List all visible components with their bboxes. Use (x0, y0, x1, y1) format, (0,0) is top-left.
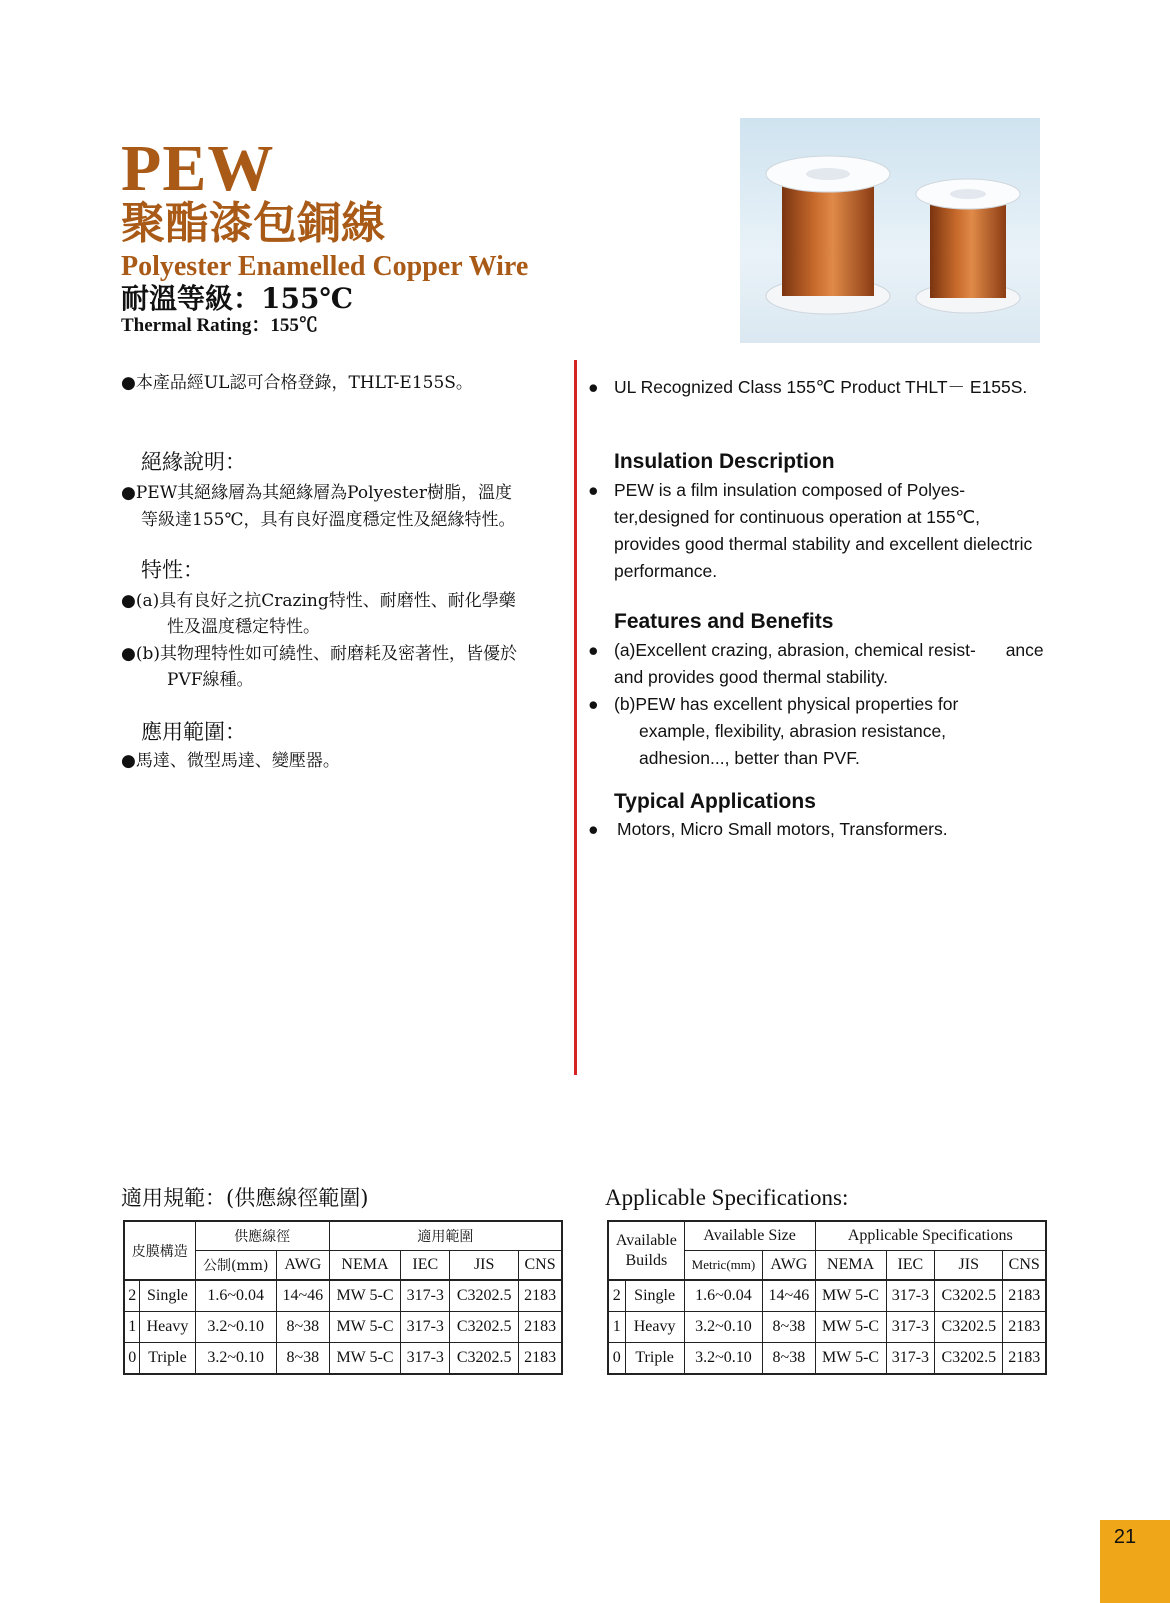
wire-spools-image (740, 118, 1040, 343)
table-row: 1 Heavy 3.2~0.10 8~38 MW 5-C 317-3 C3202.5 2183 (608, 1312, 1046, 1343)
en-feature-a: (a)Excellent crazing, abrasion, chemical resist- ance and provides good thermal stability. (614, 640, 1044, 687)
zh-header-nema: NEMA (329, 1251, 401, 1281)
zh-feature-a: ●(a)具有良好之抗Crazing特性、耐磨性、耐化學藥 (121, 591, 516, 611)
zh-header-specs: 適用範圍 (329, 1221, 562, 1251)
zh-header-cns: CNS (519, 1251, 562, 1281)
en-header-specs: Applicable Specifications (815, 1221, 1046, 1251)
en-spec-table (607, 1220, 1047, 1375)
zh-header-build: 皮膜構造 (124, 1221, 195, 1280)
en-features-heading: Features and Benefits (614, 610, 834, 633)
en-insulation-heading: Insulation Description (614, 450, 835, 473)
en-header-jis: JIS (935, 1251, 1003, 1281)
zh-features-heading: 特性： (141, 558, 204, 582)
en-feature-b-bullet-icon: ● (588, 694, 599, 714)
en-header-size: Available Size (684, 1221, 815, 1251)
thermal-rating-english: Thermal Rating：155℃ (121, 315, 318, 336)
en-insulation-bullet-icon: ● (588, 480, 599, 500)
en-feature-a-bullet-icon: ● (588, 640, 599, 660)
zh-insulation-text-line2: 等級達155℃，具有良好溫度穩定性及絕緣特性。 (141, 510, 516, 530)
en-ul-note: UL Recognized Class 155℃ Product THLT－ E155S. (614, 377, 1028, 397)
en-applications-text: Motors, Micro Small motors, Transformers. (617, 819, 948, 839)
zh-header-jis: JIS (450, 1251, 519, 1281)
zh-header-size: 供應線徑 (195, 1221, 329, 1251)
table-row: 1 Heavy 3.2~0.10 8~38 MW 5-C 317-3 C3202.5 2183 (124, 1312, 562, 1343)
page-number: 21 (1113, 1526, 1137, 1548)
en-header-build: Available Builds (608, 1221, 684, 1280)
zh-applications-heading: 應用範圍： (141, 720, 246, 744)
en-spec-table-title: Applicable Specifications: (605, 1185, 849, 1210)
zh-spec-table (123, 1220, 563, 1375)
en-header-iec: IEC (886, 1251, 934, 1281)
bullet-icon: ● (121, 591, 136, 611)
thermal-rating-chinese: 耐溫等級：155℃ (121, 282, 353, 315)
table-row: 0 Triple 3.2~0.10 8~38 MW 5-C 317-3 C3202.5 2183 (608, 1343, 1046, 1375)
table-row: 0 Triple 3.2~0.10 8~38 MW 5-C 317-3 C3202.5 2183 (124, 1343, 562, 1375)
table-row: 2 Single 1.6~0.04 14~46 MW 5-C 317-3 C3202.5 2183 (124, 1280, 562, 1312)
bullet-icon: ● (121, 751, 136, 771)
title-english: Polyester Enamelled Copper Wire (121, 251, 529, 282)
product-photo (740, 118, 1040, 343)
zh-feature-b: ●(b)其物理特性如可繞性、耐磨耗及密著性，皆優於 (121, 644, 517, 664)
en-header-metric: Metric(mm) (684, 1251, 763, 1281)
en-header-awg: AWG (763, 1251, 815, 1281)
zh-applications-text: ●馬達、微型馬達、變壓器。 (121, 751, 340, 771)
en-applications-heading: Typical Applications (614, 790, 816, 813)
zh-insulation-heading: 絕緣說明： (141, 450, 246, 474)
en-ul-bullet-icon: ● (588, 377, 599, 397)
title-code: PEW (121, 132, 275, 205)
bullet-icon: ● (121, 644, 136, 664)
bullet-icon: ● (121, 483, 136, 503)
en-header-cns: CNS (1003, 1251, 1046, 1281)
bullet-icon: ● (121, 373, 136, 393)
zh-header-metric: 公制(mm) (195, 1251, 276, 1281)
column-divider (574, 360, 577, 1075)
zh-spec-table-title: 適用規範：(供應線徑範圍) (121, 1186, 369, 1210)
zh-feature-a-line2: 性及溫度穩定特性。 (167, 617, 320, 637)
title-chinese: 聚酯漆包銅線 (121, 198, 385, 249)
zh-header-awg: AWG (276, 1251, 329, 1281)
en-feature-b: (b)PEW has excellent physical properties for example, flexibility, abrasion resistance, adhesion..., better than PVF. (614, 694, 959, 768)
zh-insulation-text: ●PEW其絕緣層為其絕緣層為Polyester樹脂，溫度 (121, 483, 512, 503)
zh-feature-b-line2: PVF線種。 (167, 670, 254, 690)
page-number-tab (1100, 1520, 1170, 1603)
en-insulation-text: PEW is a film insulation composed of Polyes- ter,designed for continuous operation at 155℃, provides good thermal stability and excellent dielectric performance. (614, 480, 1033, 581)
en-applications-bullet-icon: ● (588, 819, 599, 839)
table-row: 2 Single 1.6~0.04 14~46 MW 5-C 317-3 C3202.5 2183 (608, 1280, 1046, 1312)
zh-ul-note: ●本產品經UL認可合格登錄，THLT-E155S。 (121, 373, 473, 393)
en-header-nema: NEMA (815, 1251, 886, 1281)
zh-header-iec: IEC (401, 1251, 450, 1281)
